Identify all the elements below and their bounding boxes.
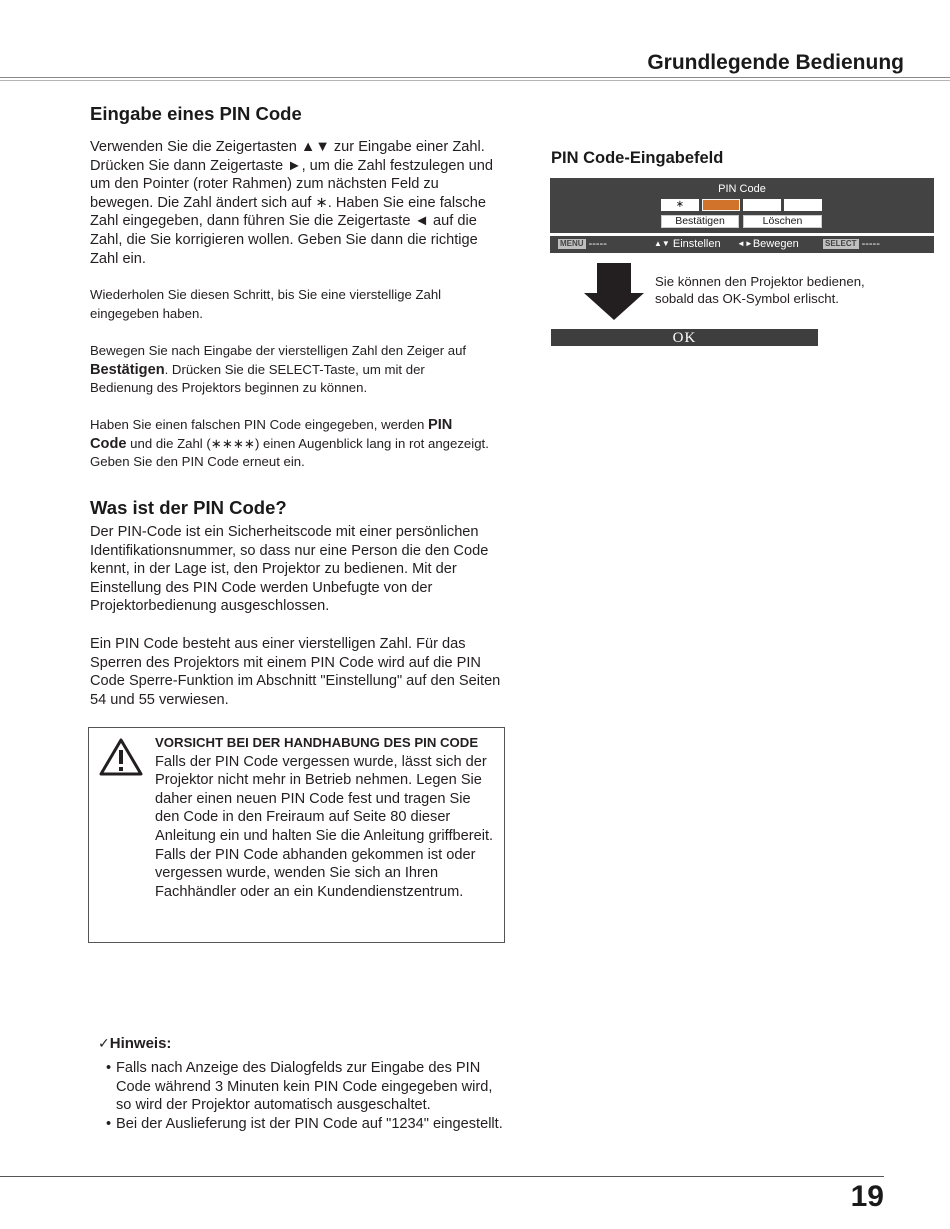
page-header-title: Grundlegende Bedienung xyxy=(647,51,904,74)
checkmark-icon: ✓ xyxy=(98,1035,110,1051)
pin-digit-1[interactable]: ∗ xyxy=(661,199,699,211)
pin-figure-heading: PIN Code-Eingabefeld xyxy=(551,149,724,167)
up-down-arrow-icon: ▲▼ xyxy=(654,239,670,248)
note-header xyxy=(98,1035,171,1053)
pin-digit-3[interactable] xyxy=(743,199,781,211)
status-select-value: ----- xyxy=(861,238,880,250)
status-menu-value: ----- xyxy=(588,238,607,250)
pin-digit-2-active[interactable] xyxy=(702,199,740,211)
pin-dialog-title: PIN Code xyxy=(718,183,766,195)
confirm-text-start: Bewegen Sie nach Eingabe der vierstelligen Zahl den Zeiger auf xyxy=(90,343,467,358)
note-list xyxy=(106,1059,508,1133)
clear-button[interactable]: Löschen xyxy=(743,215,822,228)
pin-entry-instructions: Verwenden Sie die Zeigertasten ▲▼ zur Eingabe einer Zahl. Drücken Sie dann Zeigertaste ►, um die Zahl festzulegen und um den Pointer (roter Rahmen) zum nächsten Feld zu bewegen. Die Zahl ändert sich auf ∗. Haben Sie eine falsche Zahl eingegeben, dann führen Sie die Zeigertaste ◄ auf die Zahl, die Sie korrigieren wollen. Geben Sie dann die richtige Zahl ein. xyxy=(90,139,494,267)
wrong-pin-text xyxy=(90,416,490,472)
note-item: • Falls nach Anzeige des Dialogfelds zur Eingabe des PIN Code während 3 Minuten kein PIN Code eingegeben wird, so wird der Projektor automatisch ausgeschaltet. xyxy=(106,1059,508,1115)
caution-title: VORSICHT BEI DER HANDHABUNG DES PIN CODE xyxy=(155,735,479,750)
menu-key-icon: MENU xyxy=(560,239,584,248)
wrong-pin-text-end: und die Zahl (∗∗∗∗) einen Augenblick lang in rot angezeigt. Geben Sie den PIN Code erneut ein. xyxy=(90,435,489,470)
note-title: Hinweis: xyxy=(109,1035,172,1052)
header-rule-secondary xyxy=(0,80,950,81)
confirm-button[interactable]: Bestätigen xyxy=(661,215,739,228)
confirm-instructions xyxy=(90,342,490,398)
section-heading-pin-entry: Eingabe eines PIN Code xyxy=(90,103,302,124)
caution-body: Falls der PIN Code vergessen wurde, lässt sich der Projektor nicht mehr in Betrieb nehmen. Legen Sie daher einen neuen PIN Code fest und tragen Sie den Code in den Freiraum auf Seite 80 dieser Anleitung ein und halten Sie die Anleitung griffbereit. Falls der PIN Code abhanden gekommen ist oder vergessen wurde, wenden Sie sich an Ihren Fachhändler oder an ein Kundendienstzentrum. xyxy=(155,753,494,900)
wrong-pin-text-start: Haben Sie einen falschen PIN Code eingegeben, werden xyxy=(90,417,428,432)
pin-status-bar xyxy=(550,236,934,253)
note-item: • Bei der Auslieferung ist der PIN Code auf "1234" eingestellt. xyxy=(106,1115,508,1134)
pin-format-text: Ein PIN Code besteht aus einer vierstelligen Zahl. Für das Sperren des Projektors mit einem PIN Code wird auf die PIN Code Sperre-Funktion im Abschnitt "Einstellung" auf den Seiten 54 und 55 verwiesen. xyxy=(90,636,501,708)
status-select xyxy=(823,237,880,251)
status-move-label: Bewegen xyxy=(752,238,799,250)
status-menu xyxy=(558,237,607,251)
ok-symbol-bar: OK xyxy=(551,329,818,346)
footer-rule xyxy=(0,1176,884,1177)
left-right-arrow-icon: ◄► xyxy=(737,239,753,248)
wrong-pin-keyword: PIN Code xyxy=(90,417,453,452)
arrow-caption: Sie können den Projektor bedienen, sobald das OK-Symbol erlischt. xyxy=(655,274,865,306)
header-rule xyxy=(0,77,950,78)
page-number: 19 xyxy=(850,1180,884,1213)
pin-code-dialog xyxy=(550,178,934,233)
pin-digit-4[interactable] xyxy=(784,199,822,211)
pin-definition-text: Der PIN-Code ist ein Sicherheitscode mit einer persönlichen Identifikationsnummer, so dass nur eine Person die den Code kennt, in der Lage ist, den Projektor zu bedienen. Mit der Einstellung des PIN Code werden Unbefugte von der Projektorbedienung ausgeschlossen. xyxy=(90,524,489,615)
select-key-icon: SELECT xyxy=(825,239,857,248)
repeat-step-text: Wiederholen Sie diesen Schritt, bis Sie eine vierstellige Zahl eingegeben haben. xyxy=(90,287,442,321)
status-adjust-label: Einstellen xyxy=(672,238,721,250)
status-adjust xyxy=(654,237,721,251)
caution-box xyxy=(88,727,505,943)
confirm-keyword: Bestätigen xyxy=(90,361,165,378)
warning-icon xyxy=(98,737,144,777)
section-heading-what-is-pin: Was ist der PIN Code? xyxy=(90,497,287,518)
down-arrow-icon xyxy=(583,263,645,321)
confirm-text-end: . Drücken Sie die SELECT-Taste, um mit der Bedienung des Projektors beginnen zu können. xyxy=(90,361,425,396)
status-move xyxy=(737,237,799,251)
